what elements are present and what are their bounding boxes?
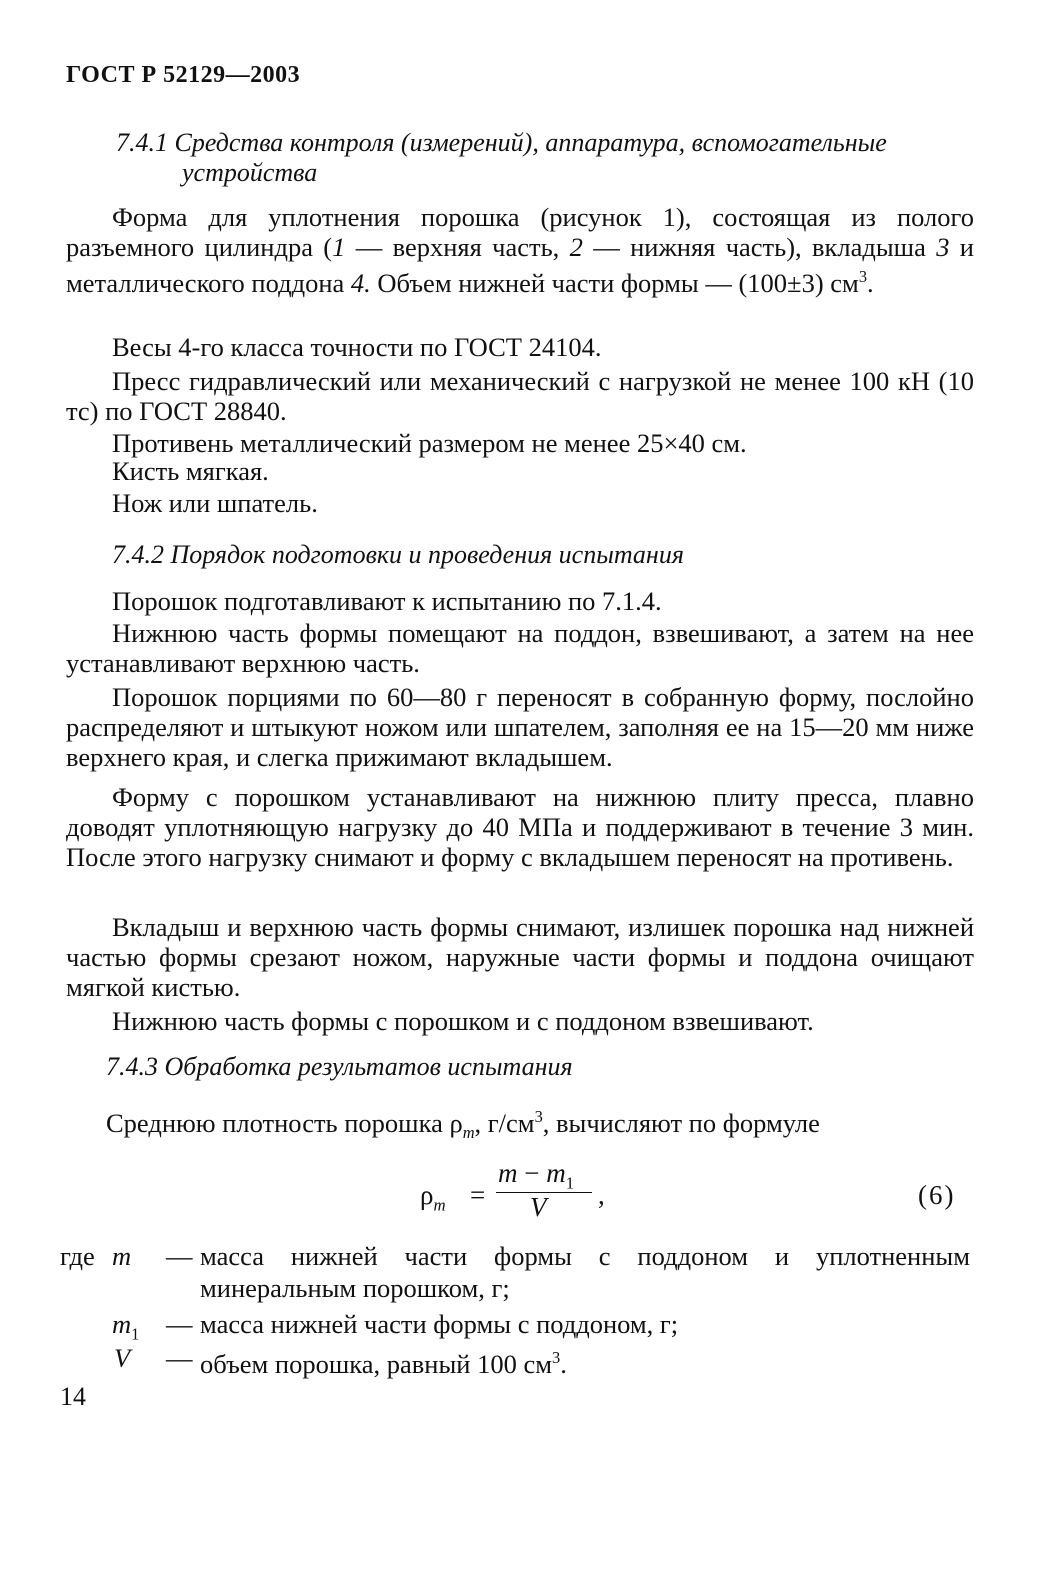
definition-m-dash: — [166,1241,193,1271]
section-742-paragraph-2: Нижнюю часть формы помещают на поддон, взвешивают, а затем на нее устанавливают верхнюю часть. [66,618,974,678]
definition-v-dash: — [166,1343,193,1373]
definition-v-symbol: V [114,1343,131,1373]
section-741-paragraph-5: Кисть мягкая. [112,456,269,486]
formula-number: (6) [918,1180,956,1210]
definition-m1-dash: — [166,1309,193,1339]
section-741-paragraph-2: Весы 4-го класса точности по ГОСТ 24104. [112,332,602,362]
formula-lhs: $\rho_m$ [420,1180,446,1215]
section-741-heading-line1: 7.4.1 Средства контроля (измерений), аппаратура, вспомогательные [116,128,887,157]
formula-comma: , [598,1180,605,1210]
definition-where: где [60,1241,95,1271]
section-742-heading: 7.4.2 Порядок подготовки и проведения испытания [112,540,684,569]
formula-equals: = [470,1180,486,1210]
section-742-paragraph-3: Порошок порциями по 60—80 г переносят в собранную форму, послойно распределяют и штыкуют ножом или шпателем, заполняя ее на 15—20 мм ниже верхнего края, и слегка прижимают вкладышем. [66,682,974,772]
formula-denominator: V [530,1192,547,1222]
section-743-intro: Среднюю плотность порошка $\rho_m$, $г/см^3$, вычисляют по формуле [106,1107,820,1143]
section-741-heading-line2: устройства [182,158,318,187]
section-741-paragraph-6: Нож или шпатель. [112,488,318,518]
section-741-paragraph-4: Противень металлический размером не менее 25×40 см. [112,428,747,458]
definition-m1-text: масса нижней части формы с поддоном, г; [200,1309,679,1339]
definition-m-symbol: m [112,1241,132,1271]
section-743-heading: 7.4.3 Обработка результатов испытания [106,1052,573,1081]
document-code: ГОСТ Р 52129—2003 [66,62,301,88]
definition-m1-symbol: $m_1$ [112,1309,140,1344]
definition-m-text: масса нижней части формы с поддоном и уплотненным минеральным порошком, г; [200,1241,970,1303]
section-742-paragraph-6: Нижнюю часть формы с порошком и с поддоном взвешивают. [112,1006,814,1036]
density-formula [420,1158,620,1228]
definition-v-text: объем порошка, равный 100 $см^3$. [200,1348,567,1379]
section-742-paragraph-5: Вкладыш и верхнюю часть формы снимают, излишек порошка над нижней частью формы срезают ножом, наружные части формы и поддона очищают мягкой кистью. [66,912,974,1002]
section-742-paragraph-1: Порошок подготавливают к испытанию по 7.1.4. [112,586,662,616]
definition-m1 [60,1308,972,1344]
definition-v [60,1342,972,1379]
definition-m [60,1240,972,1304]
section-742-paragraph-4: Форму с порошком устанавливают на нижнюю плиту пресса, плавно доводят уплотняющую нагрузку до 40 МПа и поддерживают в течение 3 мин. После этого нагрузку снимают и форму с вкладышем переносят на противень. [66,782,974,872]
formula-numerator: $m - m_1$ [498,1158,575,1193]
page-number: 14 [60,1382,86,1411]
section-741-paragraph-1: Форма для уплотнения порошка (рисунок 1), состоящая из полого разъемного цилиндра (1 — верхняя часть, 2 — нижняя часть), вкладыша 3 и металлического поддона 4. Объем нижней части формы — (100±3) $см^3$. [66,202,974,298]
section-741-paragraph-3: Пресс гидравлический или механический с нагрузкой не менее 100 кН (10 тс) по ГОСТ 28840. [66,366,974,426]
